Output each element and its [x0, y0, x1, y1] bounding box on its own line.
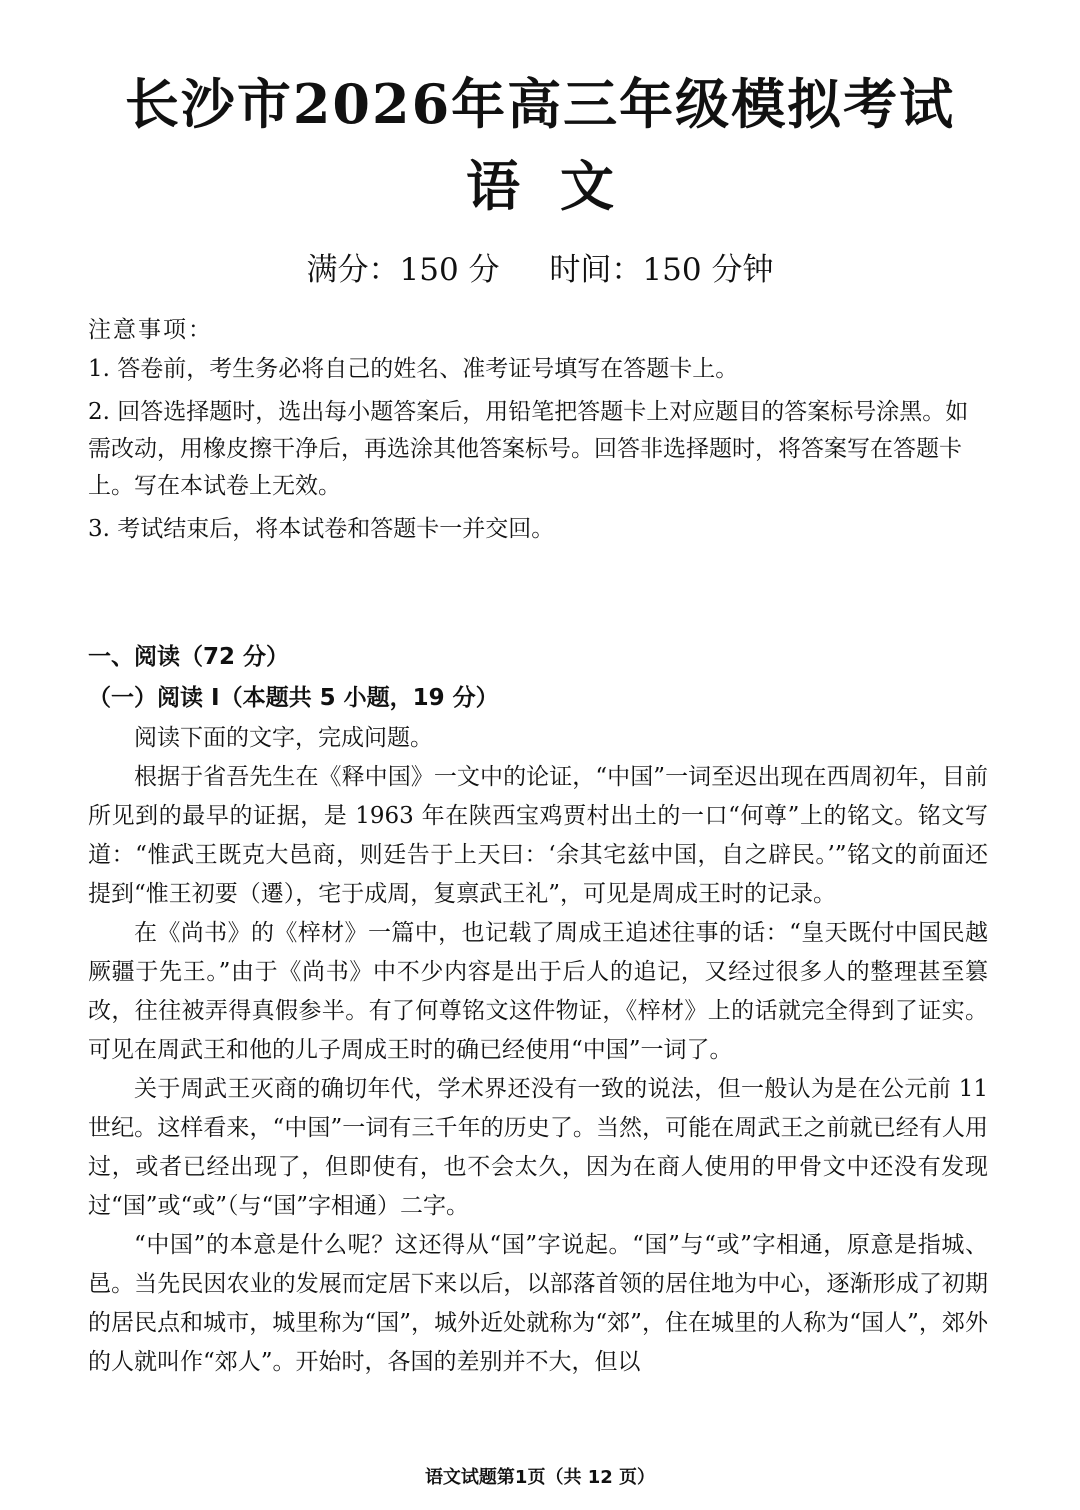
- exam-title: 长沙市2026年高三年级模拟考试: [124, 72, 956, 136]
- reading-section: [88, 636, 988, 1382]
- notice-heading: 注意事项：: [88, 317, 213, 343]
- subsection-title: （一）阅读 I（本题共 5 小题，19 分）: [88, 685, 499, 711]
- passage-paragraph-3: 关于周武王灭商的确切年代，学术界还没有一致的说法，但一般认为是在公元前 11 世纪。这样看来，“中国”一词有三千年的历史了。当然，可能在周武王之前就已经有人用过，或者已经出现了，但即使有，也不会太久，因为在商人使用的甲骨文中还没有发现过“国”或“或”（与“国”字相通）二字。: [88, 1076, 988, 1219]
- passage-paragraph-1: 根据于省吾先生在《释中国》一文中的论证，“中国”一词至迟出现在西周初年，目前所见到的最早的证据，是 1963 年在陕西宝鸡贾村出土的一口“何尊”上的铭文。铭文写道：“惟武王既克大邑商，则廷告于上天曰：‘余其宅兹中国，自之辟民。’”铭文的前面还提到“惟王初要（遷），宅于成周，复禀武王礼”，可见是周成王时的记录。: [88, 764, 988, 907]
- subject-title: 语文: [466, 154, 654, 218]
- notice-block: [88, 312, 988, 554]
- notice-item-2: 2. 回答选择题时，选出每小题答案后，用铅笔把答题卡上对应题目的答案标号涂黑。如需改动，用橡皮擦干净后，再选涂其他答案标号。回答非选择题时，将答案写在答题卡上。写在本试卷上无效。: [88, 399, 969, 499]
- notice-item-3: 3. 考试结束后，将本试卷和答题卡一并交回。: [88, 516, 555, 542]
- exam-meta: [0, 248, 1080, 292]
- page-footer: 语文试题第1页（共 12 页）: [424, 1467, 656, 1488]
- section-title: 一、阅读（72 分）: [88, 644, 290, 670]
- passage-paragraph-4: “中国”的本意是什么呢？这还得从“国”字说起。“国”与“或”字相通，原意是指城、邑。当先民因农业的发展而定居下来以后，以部落首领的居住地为中心，逐渐形成了初期的居民点和城市，城里称为“国”，城外近处就称为“郊”，住在城里的人称为“国人”，郊外的人就叫作“郊人”。开始时，各国的差别并不大，但以: [88, 1232, 988, 1375]
- full-score: 满分：150 分: [306, 252, 500, 288]
- exam-time: 时间：150 分钟: [549, 252, 774, 288]
- passage-paragraph-2: 在《尚书》的《梓材》一篇中，也记载了周成王追述往事的话：“皇天既付中国民越厥疆于先王。”由于《尚书》中不少内容是出于后人的追记，又经过很多人的整理甚至篡改，往往被弄得真假参半。有了何尊铭文这件物证，《梓材》上的话就完全得到了证实。可见在周武王和他的儿子周成王时的确已经使用“中国”一词了。: [88, 920, 988, 1063]
- reading-instruction: 阅读下面的文字，完成问题。: [134, 725, 433, 751]
- notice-item-1: 1. 答卷前，考生务必将自己的姓名、准考证号填写在答题卡上。: [88, 356, 739, 382]
